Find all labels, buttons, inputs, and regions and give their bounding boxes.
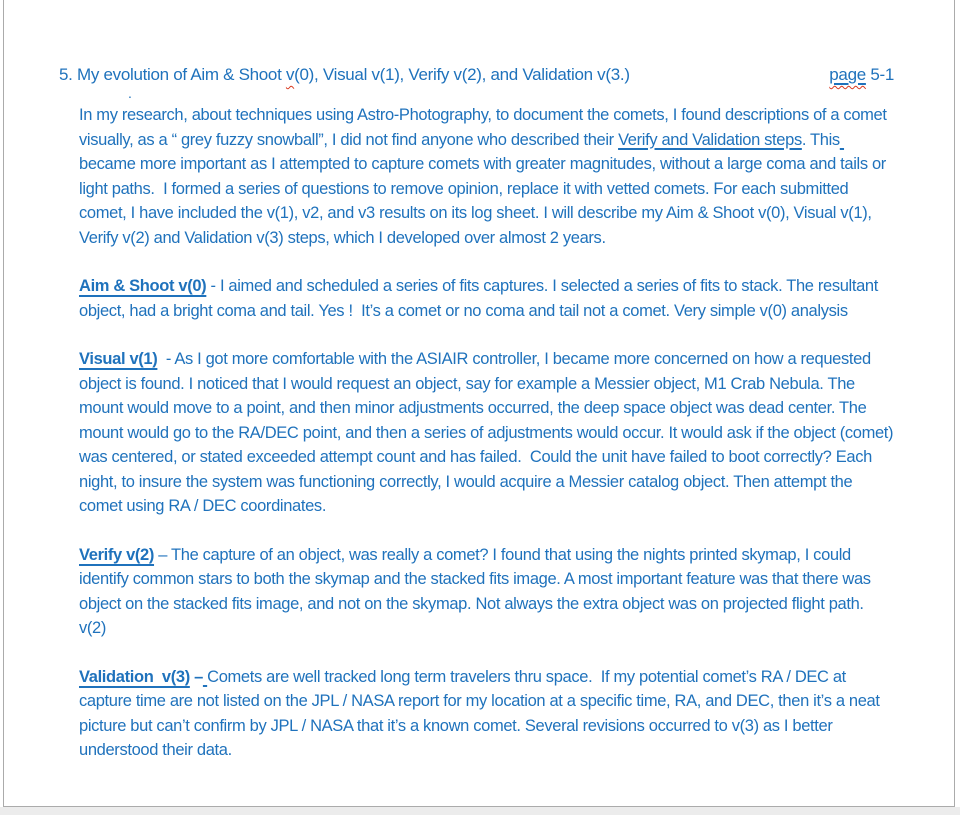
- paragraph-intro: [79, 103, 894, 250]
- bottom-gray-strip: [0, 807, 960, 815]
- intro-text-1: In my research, about techniques using Astro-Photography, to document the comets, I found descriptions of a comet visually, as a “ grey fuzzy snowball”, I did not find anyone who described their: [79, 106, 891, 149]
- paragraph-validation: [79, 665, 894, 763]
- intro-underlined-space: [840, 131, 844, 149]
- intro-text-3: became more important as I attempted to capture comets with greater magnitudes, without a large coma and tails or light paths. I formed a series of questions to remove opinion, replace it with vetted comets. For each submitted comet, I have included the v(1), v2, and v3 results on its log sheet. I will describe my Aim & Shoot v(0), Visual v(1), Verify v(2) and Validation v(3) steps, which I developed over almost 2 years.: [79, 155, 891, 247]
- paragraph-visual: [79, 347, 898, 519]
- page-number-value: 5-1: [865, 65, 894, 84]
- document-page: [3, 0, 955, 807]
- document-content: [4, 0, 954, 763]
- document-body: [4, 103, 954, 763]
- intro-underlined-phrase: Verify and Validation steps: [618, 130, 802, 149]
- aim-shoot-heading: Aim & Shoot v(0): [79, 277, 207, 295]
- verify-body: – The capture of an object, was really a comet? I found that using the nights printed skymap, I could identify common stars to both the skymap and the stacked fits image. A most important feature was that there was object on the stacked fits image, and not on the skymap. Not always the extra object was on projected flight path. v(2): [79, 545, 875, 637]
- paragraph-aim-shoot: [79, 274, 894, 323]
- page-number-label: page: [829, 65, 866, 84]
- title-prefix: 5. My evolution of Aim & Shoot: [59, 65, 286, 84]
- intro-text-2: . This: [801, 130, 840, 149]
- visual-heading: Visual v(1): [79, 350, 158, 368]
- title-row: [4, 0, 954, 87]
- title-misspelled-word: v: [285, 65, 295, 84]
- validation-dash: –: [189, 667, 203, 686]
- validation-heading: Validation v(3): [79, 667, 190, 686]
- validation-body: Comets are well tracked long term travelers thru space. If my potential comet’s RA / DEC at capture time are not listed on the JPL / NASA report for my location at a specific time, RA, and DEC, then it’s a neat picture but can’t confirm by JPL / NASA that it’s a known comet. Several revisions occurred to v(3) as I better understood their data.: [79, 667, 884, 759]
- stray-period-mark: .: [128, 85, 132, 101]
- visual-body: - As I got more comfortable with the ASIAIR controller, I became more concerned on how a requested object is found. I noticed that I would request an object, say for example a Messier object, M1 Crab Nebula. The mount would move to a point, and then minor adjustments occurred, the deep space object was dead center. The mount would go to the RA/DEC point, and then a series of adjustments would occur. It would ask if the object (comet) was centered, or stated exceeded attempt count and has failed. Could the unit have failed to boot correctly? Each night, to insure the system was functioning correctly, I would acquire a Messier catalog object. Then attempt the comet using RA / DEC coordinates.: [79, 350, 898, 515]
- verify-heading: Verify v(2): [79, 545, 155, 564]
- page-title: [59, 63, 630, 87]
- title-suffix: (0), Visual v(1), Verify v(2), and Validation v(3.): [294, 65, 630, 84]
- aim-shoot-body: - I aimed and scheduled a series of fits captures. I selected a series of fits to stack. The resultant object, had a bright coma and tail. Yes ! It’s a comet or no coma and tail not a comet. Very simple v(0) analysis: [79, 277, 883, 320]
- page-number: [829, 63, 894, 87]
- paragraph-verify: [79, 543, 894, 641]
